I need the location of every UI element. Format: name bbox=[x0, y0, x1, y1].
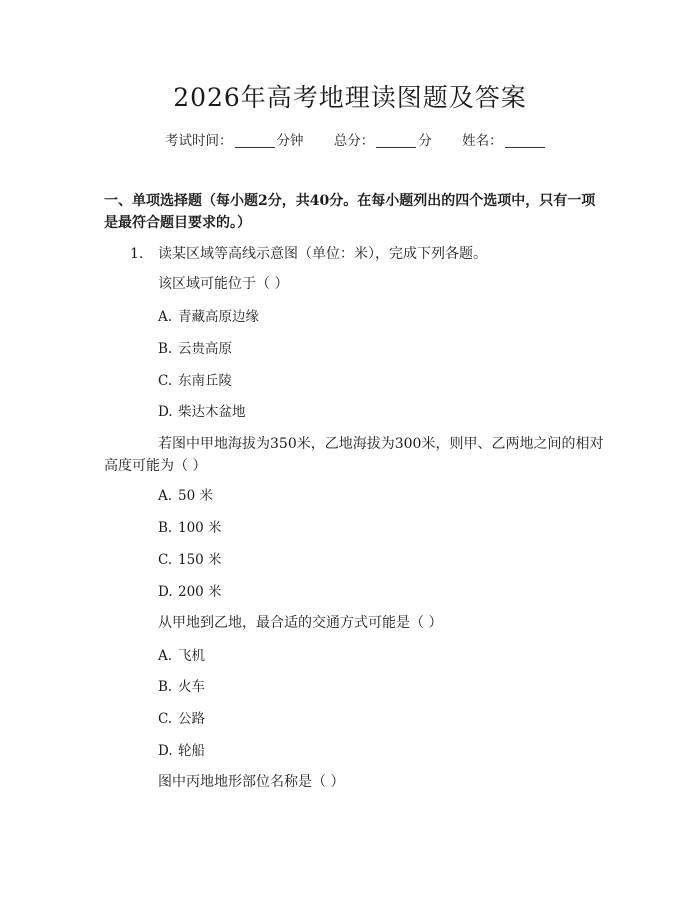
time-label: 考试时间： bbox=[165, 133, 233, 149]
option-text: 100 米 bbox=[178, 520, 222, 536]
score-blank[interactable] bbox=[376, 133, 416, 148]
sub3-prompt: 从甲地到乙地，最合适的交通方式可能是（ ） bbox=[158, 615, 443, 631]
sub3-option-b[interactable] bbox=[158, 677, 205, 697]
option-letter: A. bbox=[158, 648, 173, 664]
option-text: 云贵高原 bbox=[178, 341, 232, 357]
option-text: 200 米 bbox=[178, 584, 222, 600]
option-letter: A. bbox=[158, 309, 173, 325]
sub2-option-c[interactable] bbox=[158, 550, 222, 570]
option-letter: D. bbox=[158, 743, 173, 759]
sub2-option-d[interactable] bbox=[158, 582, 222, 602]
option-text: 柴达木盆地 bbox=[178, 404, 246, 420]
sub1-option-a[interactable] bbox=[158, 307, 259, 327]
sub1-option-c[interactable] bbox=[158, 371, 232, 391]
option-text: 50 米 bbox=[178, 488, 213, 504]
sub1-option-d[interactable] bbox=[158, 402, 246, 422]
name-label: 姓名： bbox=[462, 133, 503, 149]
option-letter: D. bbox=[158, 404, 173, 420]
sub2-prompt: 若图中甲地海拔为350米，乙地海拔为300米，则甲、乙两地之间的相对高度可能为（ ） bbox=[104, 436, 604, 474]
section-heading: 一、单项选择题（每小题2分，共40分。在每小题列出的四个选项中，只有一项是最符合题目要求的。） bbox=[104, 193, 596, 231]
question-number: 1. bbox=[130, 246, 144, 262]
time-unit: 分钟 bbox=[276, 133, 304, 149]
sub2-option-b[interactable] bbox=[158, 518, 222, 538]
exam-meta bbox=[165, 131, 573, 151]
sub3-option-c[interactable] bbox=[158, 709, 205, 729]
option-letter: B. bbox=[158, 341, 173, 357]
exam-score bbox=[334, 133, 432, 149]
option-letter: C. bbox=[158, 711, 173, 727]
option-text: 150 米 bbox=[178, 552, 222, 568]
sub1-option-b[interactable] bbox=[158, 339, 232, 359]
sub3-option-a[interactable] bbox=[158, 646, 205, 666]
question-stem: 读某区域等高线示意图（单位：米），完成下列各题。 bbox=[158, 246, 487, 262]
option-text: 公路 bbox=[178, 711, 205, 727]
exam-time bbox=[165, 133, 304, 149]
exam-name bbox=[462, 133, 547, 149]
option-letter: A. bbox=[158, 488, 173, 504]
option-letter: C. bbox=[158, 373, 173, 389]
option-text: 东南丘陵 bbox=[178, 373, 232, 389]
name-blank[interactable] bbox=[505, 133, 545, 148]
sub3-option-d[interactable] bbox=[158, 741, 205, 761]
option-text: 飞机 bbox=[178, 648, 205, 664]
option-letter: C. bbox=[158, 552, 173, 568]
option-letter: B. bbox=[158, 520, 173, 536]
sub2-option-a[interactable] bbox=[158, 486, 213, 506]
option-letter: D. bbox=[158, 584, 173, 600]
option-text: 青藏高原边缘 bbox=[178, 309, 259, 325]
option-text: 火车 bbox=[178, 679, 205, 695]
score-label: 总分： bbox=[333, 133, 375, 149]
time-blank[interactable] bbox=[235, 133, 275, 148]
sub4-prompt: 图中丙地地形部位名称是（ ） bbox=[158, 774, 345, 790]
option-text: 轮船 bbox=[178, 743, 205, 759]
score-unit: 分 bbox=[418, 133, 432, 149]
sub1-prompt: 该区域可能位于（ ） bbox=[158, 276, 289, 292]
option-letter: B. bbox=[158, 679, 173, 695]
page-title: 2026年高考地理读图题及答案 bbox=[173, 83, 527, 112]
